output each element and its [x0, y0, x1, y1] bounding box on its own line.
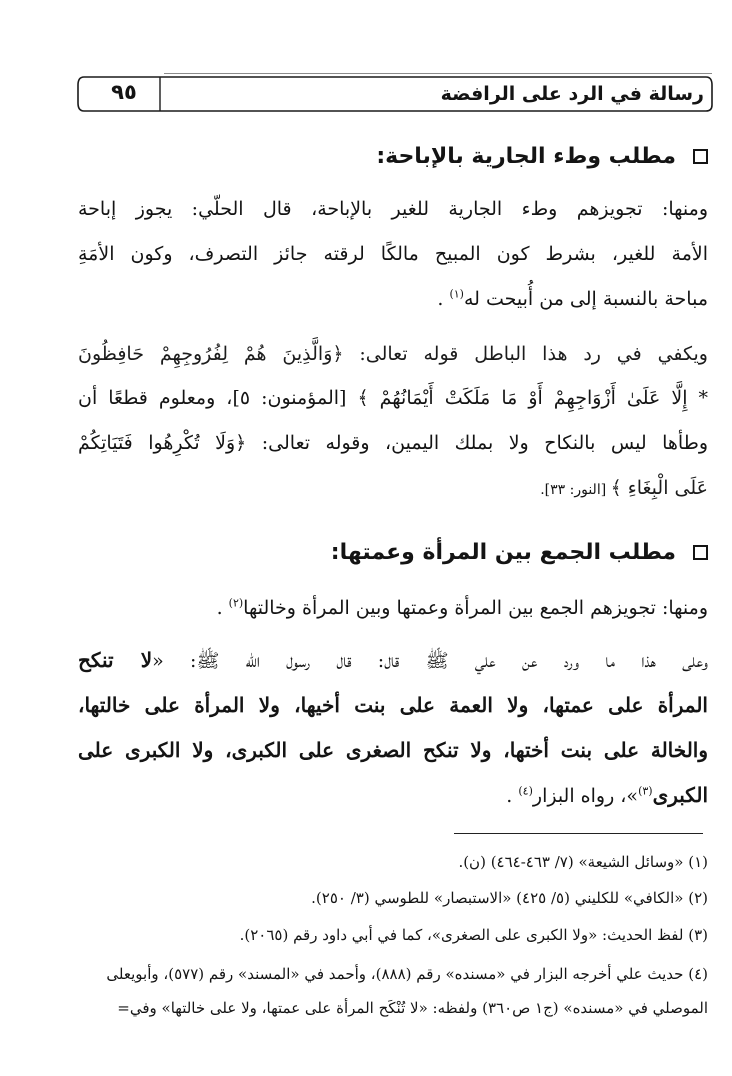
- paragraph-line: ويكفي في رد هذا الباطل قوله تعالى: ﴿وَالَّذِينَ هُمْ لِفُرُوجِهِمْ حَافِظُونَ: [78, 343, 708, 365]
- verse-citation: [النور: ٣٣].: [540, 482, 611, 498]
- hadith-line: المرأة على عمتها، ولا العمة على بنت أخيها، ولا المرأة على خالتها،: [78, 693, 708, 717]
- paragraph-text: »، رواه البزار: [532, 785, 639, 807]
- paragraph-text: ومنها: تجويزهم الجمع بين المرأة وعمتها وبين المرأة وخالتها: [243, 597, 708, 619]
- hadith-text: لا تنكح: [78, 648, 153, 672]
- paragraph-text: مباحة بالنسبة إلى من أُبيحت له: [463, 288, 708, 310]
- footnote-marker: (١): [449, 287, 464, 301]
- section-title-1: مطلب وطء الجارية بالإباحة:: [376, 144, 676, 169]
- footnote-marker: (٤): [518, 784, 533, 798]
- paragraph-line: ومنها: تجويزهم وطء الجارية للغير بالإباحة، قال الحلّي: يجوز إباحة: [78, 198, 708, 220]
- heading-square-icon: [693, 545, 708, 560]
- paragraph-line-last: [78, 593, 708, 623]
- section-heading-1: [68, 141, 708, 179]
- paragraph-end: .: [216, 597, 229, 619]
- paragraph-line-last: [78, 284, 708, 314]
- paragraph-line: وطأها ليس بالنكاح ولا بملك اليمين، وقوله تعالى: ﴿وَلَا تُكْرِهُوا فَتَيَاتِكُمْ: [78, 432, 708, 454]
- paragraph-line: * إِلَّا عَلَىٰ أَزْوَاجِهِمْ أَوْ مَا مَلَكَتْ أَيْمَانُهُمْ ﴾ [المؤمنون: ٥]، ومعلوم قطعًا أن: [78, 387, 708, 409]
- section-title-2: مطلب الجمع بين المرأة وعمتها:: [330, 540, 676, 565]
- running-header: [76, 73, 714, 114]
- paragraph-end: .: [437, 288, 450, 310]
- footnote: (٢) «الكافي» للكليني (٥/ ٤٢٥) «الاستبصار» للطوسي (٣/ ٢٥٠).: [311, 889, 708, 907]
- running-title: رسالة في الرد على الرافضة: [440, 83, 704, 105]
- hadith-line: والخالة على بنت أختها، ولا تنكح الصغرى على الكبرى، ولا الكبرى على: [78, 738, 708, 762]
- paragraph-end: .: [506, 785, 519, 807]
- paragraph-line-last: [78, 780, 708, 811]
- paragraph-line-last: [78, 473, 708, 505]
- footnote: (١) «وسائل الشيعة» (٧/ ٤٦٣-٤٦٤) (ن).: [458, 853, 708, 871]
- footnote: (٤) حديث علي أخرجه البزار في «مسنده» رقم (٨٨٨)، وأحمد في «المسند» رقم (٥٧٧)، وأبويعلى: [106, 965, 708, 983]
- footnote-marker: (٢): [228, 596, 244, 610]
- footnote: الموصلي في «مسنده» (ج١ ص٣٦٠) ولفظه: «لا تُنْكَح المرأة على عمتها، ولا على خالتها» وفي=: [117, 999, 708, 1017]
- quran-verse: عَلَى الْبِغَاءِ ﴾: [610, 477, 708, 499]
- footnote-divider: [454, 833, 703, 834]
- footnote-marker: (٣): [638, 784, 653, 798]
- paragraph-line: الأمة للغير، بشرط كون المبيح مالكًا لرقته جائز التصرف، وكون الأمَةِ: [78, 243, 708, 265]
- section-heading-2: [68, 537, 708, 575]
- paragraph-line: [78, 645, 708, 676]
- hadith-text: الكبرى: [652, 783, 708, 807]
- footnote: (٣) لفظ الحديث: «ولا الكبرى على الصغرى»، كما في أبي داود رقم (٢٠٦٥).: [239, 926, 708, 944]
- heading-square-icon: [693, 149, 708, 164]
- paragraph-text: وعلى هذا ما ورد عن علي ﷺ قال: قال رسول الله ﷺ: «: [152, 650, 708, 672]
- page-number: ٩٥: [111, 80, 137, 104]
